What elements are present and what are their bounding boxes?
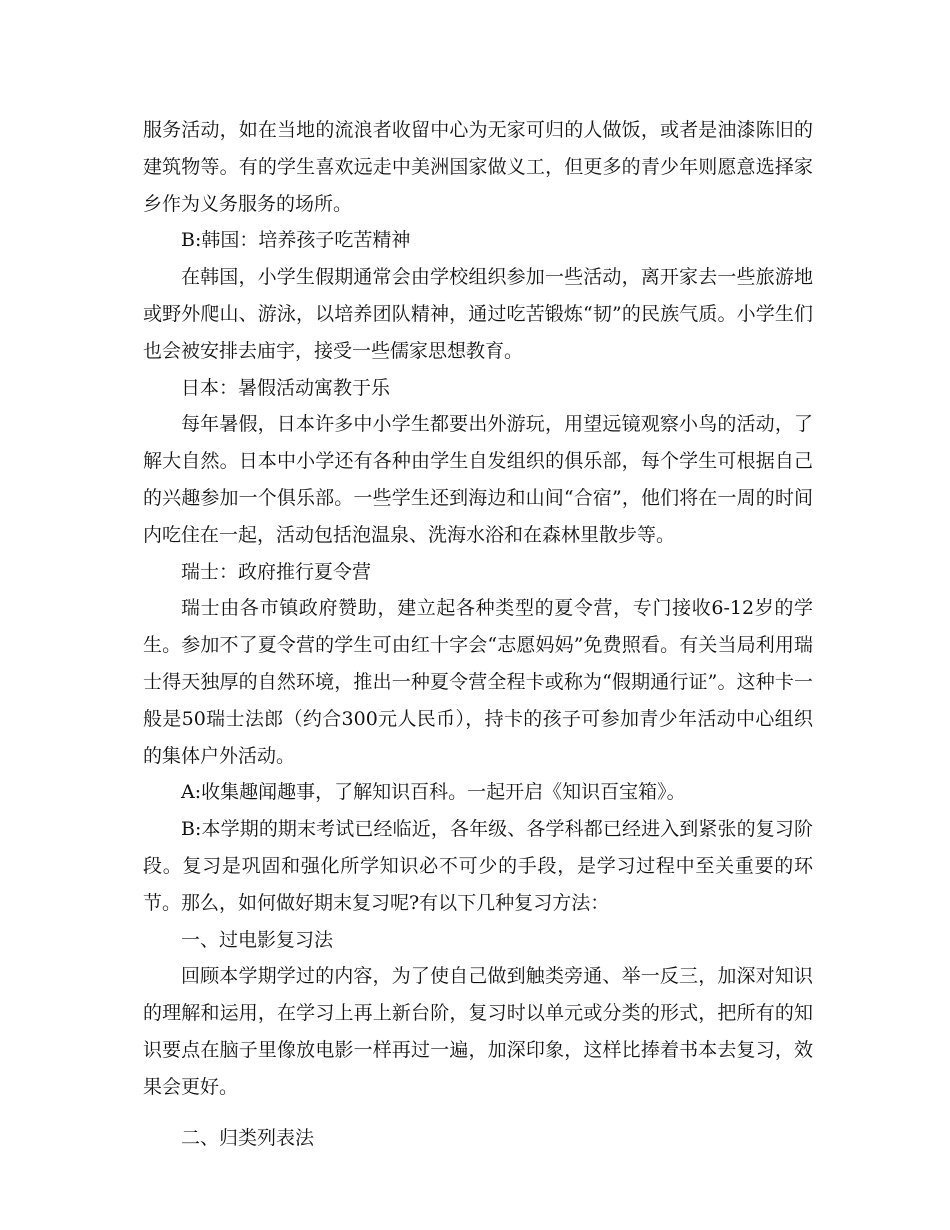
section-heading-movie-review: 一、过电影复习法 — [181, 928, 334, 951]
paragraph-final-exam: B:本学期的期末考试已经临近，各年级、各学科都已经进入到紧张的复习阶段。复习是巩固和强化所学知识必不可少的手段，是学习过程中至关重要的环节。那么，如何做好期末复习呢?有以下几种复习方法： — [143, 818, 813, 914]
section-heading-switzerland: 瑞士：政府推行夏令营 — [181, 560, 372, 583]
section-heading-japan: 日本：暑假活动寓教于乐 — [181, 376, 391, 399]
paragraph-knowledge-box: A:收集趣闻趣事，了解知识百科。一起开启《知识百宝箱》。 — [181, 781, 686, 804]
section-heading-korea: B:韩国：培养孩子吃苦精神 — [181, 229, 411, 252]
paragraph-switzerland: 瑞士由各市镇政府赞助，建立起各种类型的夏令营，专门接收6-12岁的学生。参加不了夏令营的学生可由红十字会“志愿妈妈”免费照看。有关当局利用瑞士得天独厚的自然环境，推出一种夏令营全程卡或称为“假期通行证”。这种卡一般是50瑞士法郎（约合300元人民币），持卡的孩子可参加青少年活动中心组织的集体户外活动。 — [143, 597, 813, 767]
paragraph-japan: 每年暑假，日本许多中小学生都要出外游玩，用望远镜观察小鸟的活动，了解大自然。日本中小学还有各种由学生自发组织的俱乐部，每个学生可根据自己的兴趣参加一个俱乐部。一些学生还到海边和山间“合宿”，他们将在一周的时间内吃住在一起，活动包括泡温泉、洗海水浴和在森林里散步等。 — [143, 413, 813, 546]
paragraph-korea: 在韩国，小学生假期通常会由学校组织参加一些活动，离开家去一些旅游地或野外爬山、游泳，以培养团队精神，通过吃苦锻炼“韧”的民族气质。小学生们也会被安排去庙宇，接受一些儒家思想教育。 — [143, 266, 813, 362]
section-heading-categorize-table: 二、归类列表法 — [181, 1126, 315, 1149]
document-body — [143, 112, 813, 1156]
paragraph-service-activities: 服务活动，如在当地的流浪者收留中心为无家可归的人做饭，或者是油漆陈旧的建筑物等。有的学生喜欢远走中美洲国家做义工，但更多的青少年则愿意选择家乡作为义务服务的场所。 — [143, 119, 813, 215]
paragraph-movie-review: 回顾本学期学过的内容，为了使自己做到触类旁通、举一反三，加深对知识的理解和运用，在学习上再上新台阶，复习时以单元或分类的形式，把所有的知识要点在脑子里像放电影一样再过一遍，加深印象，这样比捧着书本去复习，效果会更好。 — [143, 965, 813, 1098]
